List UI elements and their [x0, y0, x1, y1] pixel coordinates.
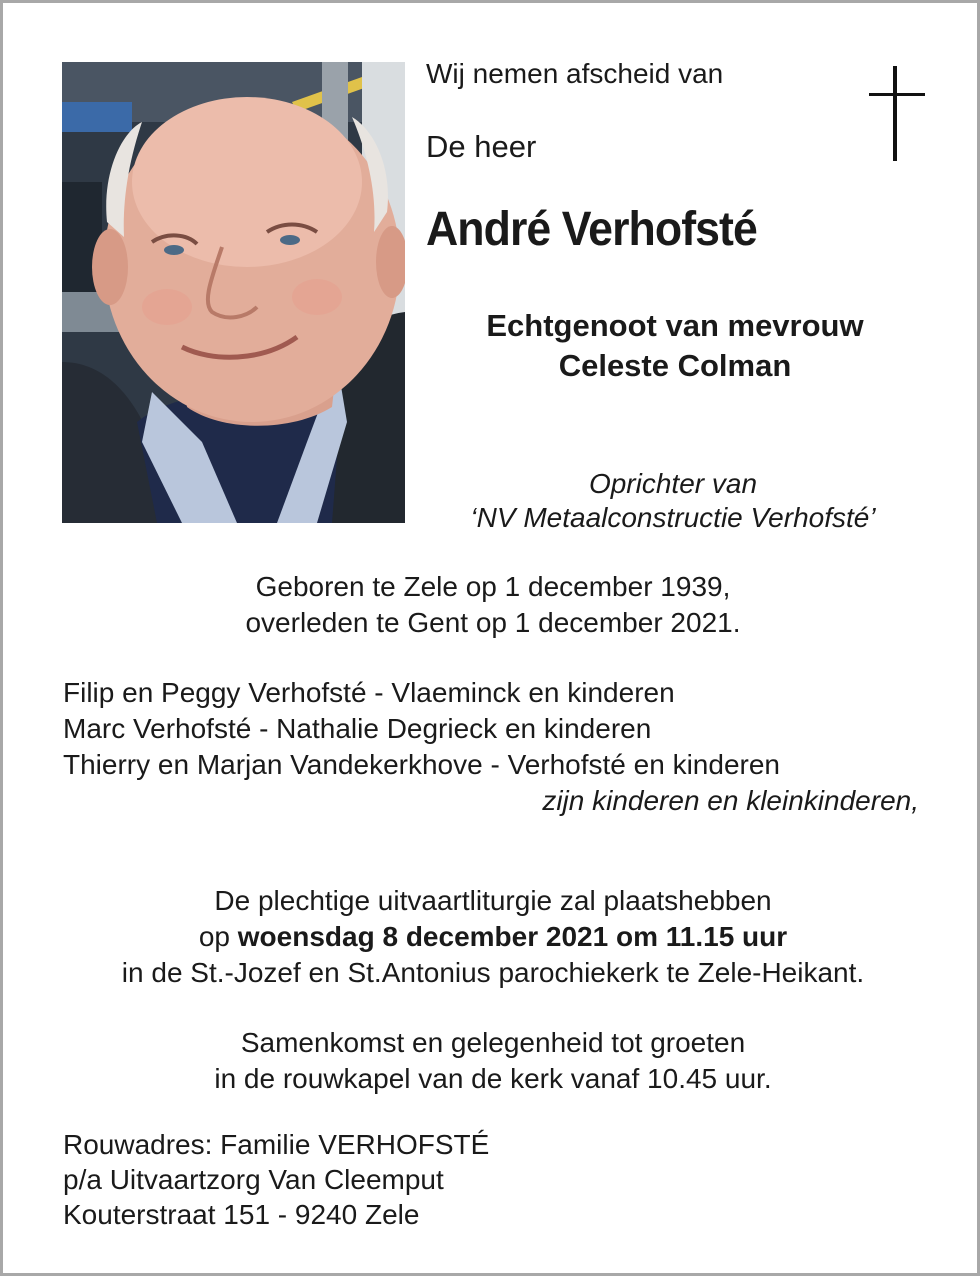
spouse-line-1: Echtgenoot van mevrouw	[486, 308, 864, 343]
intro-text: Wij nemen afscheid van	[426, 58, 724, 89]
address-line-1: Rouwadres: Familie VERHOFSTÉ	[63, 1129, 490, 1160]
family-signature: zijn kinderen en kleinkinderen,	[542, 785, 919, 816]
founder-line-1: Oprichter van	[588, 468, 758, 499]
portrait-photo	[62, 62, 405, 523]
birth-line: Geboren te Zele op 1 december 1939,	[255, 571, 731, 602]
family-line: Thierry en Marjan Vandekerkhove - Verhofsté en kinderen	[63, 749, 780, 780]
family-line: Filip en Peggy Verhofsté - Vlaeminck en kinderen	[63, 677, 675, 708]
deceased-name: André Verhofsté	[426, 203, 757, 256]
funeral-line-3: in de St.-Jozef en St.Antonius parochiekerk te Zele-Heikant.	[121, 957, 865, 988]
funeral-line-1: De plechtige uitvaartliturgie zal plaatshebben	[214, 885, 772, 916]
founder-line-2: ‘NV Metaalconstructie Verhofsté’	[470, 502, 876, 533]
funeral-line-2	[3, 920, 980, 954]
family-line: Marc Verhofsté - Nathalie Degrieck en kinderen	[63, 713, 652, 744]
funeral-date: woensdag 8 december 2021 om 11.15 uur	[237, 921, 788, 952]
gathering-line-2: in de rouwkapel van de kerk vanaf 10.45 uur.	[214, 1063, 772, 1094]
address-line-2: p/a Uitvaartzorg Van Cleemput	[63, 1164, 444, 1195]
address-line-3: Kouterstraat 151 - 9240 Zele	[63, 1199, 420, 1230]
cross-vertical-bar	[893, 66, 897, 161]
death-line: overleden te Gent op 1 december 2021.	[245, 607, 741, 638]
honorific: De heer	[426, 129, 537, 164]
gathering-line-1: Samenkomst en gelegenheid tot groeten	[240, 1027, 746, 1058]
cross-horizontal-bar	[869, 93, 925, 96]
cross-icon	[869, 66, 925, 162]
funeral-date-prefix: op	[198, 921, 230, 952]
spouse-line-2: Celeste Colman	[558, 348, 792, 383]
portrait-illustration	[62, 62, 405, 523]
